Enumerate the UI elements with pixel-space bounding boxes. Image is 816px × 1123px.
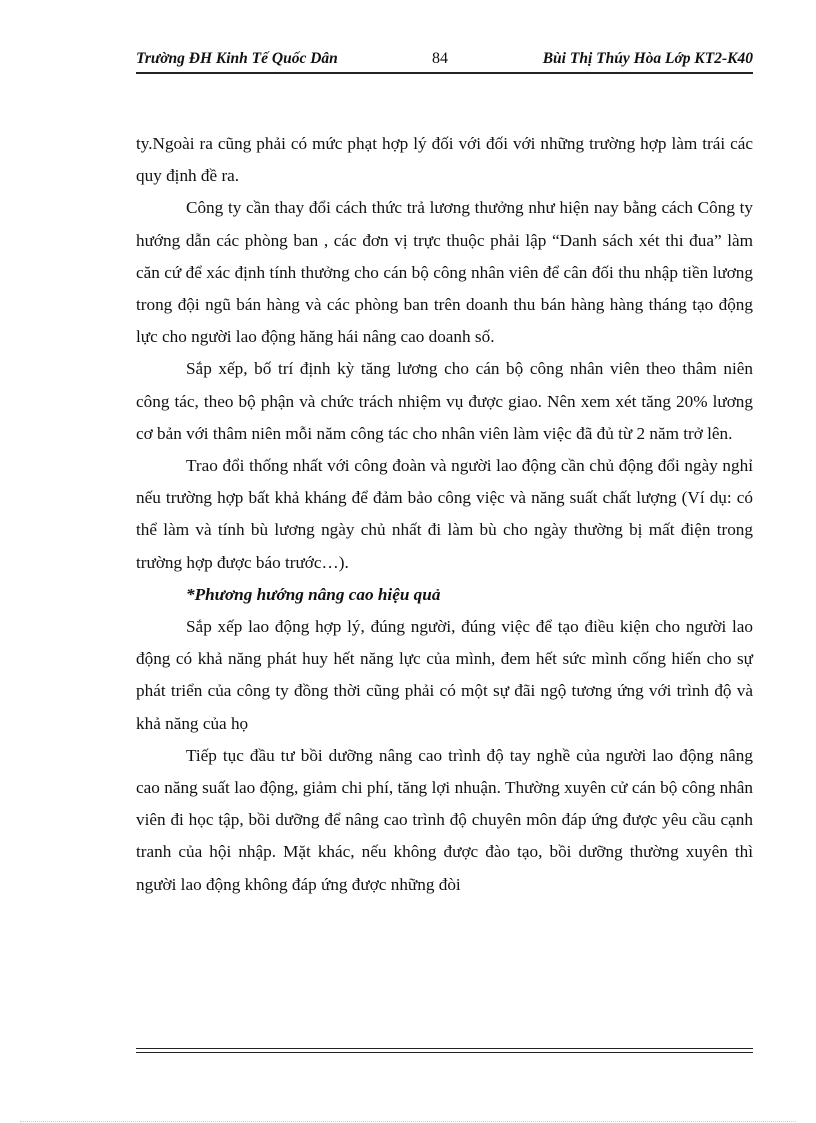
- paragraph-1: ty.Ngoài ra cũng phải có mức phạt hợp lý đối với đối với những trường hợp làm trái các quy định đề ra.: [136, 134, 753, 186]
- header-rule: [136, 72, 753, 74]
- paragraph-6: Tiếp tục đầu tư bồi dưỡng nâng cao trình độ tay nghề của người lao động nâng cao năng suất lao động, giảm chi phí, tăng lợi nhuận. Thường xuyên cử cán bộ công nhân viên đi học tập, bồi dưỡng để nâng cao trình độ chuyên môn đáp ứng được yêu cầu cạnh tranh của hội nhập. Mặt khác, nếu không được đào tạo, bồi dưỡng thường xuyên thì người lao động không đáp ứng được những đòi: [136, 745, 753, 894]
- paragraph-2: Công ty cần thay đổi cách thức trả lương thưởng như hiện nay bằng cách Công ty hướng dẫn các phòng ban , các đơn vị trực thuộc phải lập “Danh sách xét thi đua” làm căn cứ để xác định tính thưởng cho cán bộ công nhân viên để cân đối thu nhập tiền lương trong đội ngũ bán hàng và các phòng ban trên doanh thu bán hàng hàng tháng tạo động lực cho người lao động hăng hái nâng cao doanh số.: [136, 198, 753, 347]
- page-number: 84: [432, 50, 448, 67]
- paragraph-5: Sắp xếp lao động hợp lý, đúng người, đúng việc để tạo điều kiện cho người lao động có khả năng phát huy hết năng lực của mình, đem hết sức mình cống hiến cho sự phát triển của công ty đồng thời cũng phải có một sự đãi ngộ tương ứng với trình độ và khả năng của họ: [136, 617, 753, 733]
- document-body: [136, 128, 753, 901]
- footer-rule: [136, 1048, 753, 1053]
- page-edge-dots: [20, 1121, 796, 1122]
- header-author: Bùi Thị Thúy Hòa Lớp KT2-K40: [542, 50, 753, 67]
- paragraph-3: Sắp xếp, bố trí định kỳ tăng lương cho cán bộ công nhân viên theo thâm niên công tác, theo bộ phận và chức trách nhiệm vụ được giao. Nên xem xét tăng 20% lương cơ bản với thâm niên mỗi năm công tác cho nhân viên làm việc đã đủ từ 2 năm trở lên.: [136, 359, 753, 443]
- header-school-name: Trường ĐH Kinh Tế Quốc Dân: [136, 50, 338, 67]
- paragraph-4: Trao đổi thống nhất với công đoàn và người lao động cần chủ động đổi ngày nghỉ nếu trường hợp bất khả kháng để đảm bảo công việc và năng suất chất lượng (Ví dụ: có thể làm và tính bù lương ngày chủ nhất đi làm bù cho ngày thường bị mất điện trong trường hợp được báo trước…).: [136, 456, 753, 572]
- section-heading: *Phương hướng nâng cao hiệu quả: [186, 584, 441, 604]
- page-header: [136, 48, 753, 70]
